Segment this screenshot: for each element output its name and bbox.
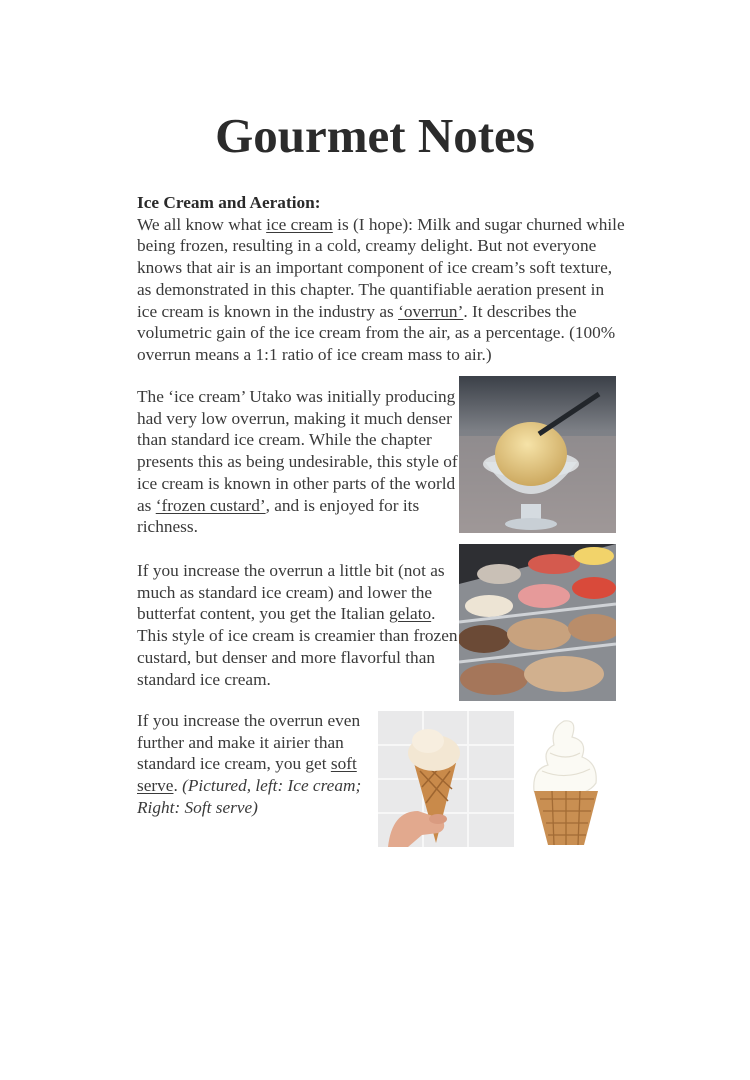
custard-image	[459, 376, 616, 533]
gelato-paragraph	[137, 560, 459, 690]
gelato-text-1: If you increase the overrun a little bit (not as much as standard ice cream) and lower the butterfat content, you get the Italian	[137, 561, 445, 624]
gelato-image	[459, 544, 616, 701]
ice-cream-link[interactable]: ice cream	[266, 214, 333, 234]
intro-text-1: We all know what	[137, 214, 267, 234]
image-caption: (Pictured, left: Ice cream; Right: Soft serve)	[137, 776, 362, 817]
intro-text-3: . It describes the volumetric gain of the ice cream from the air, as a percentage. (100% overrun means a 1:1 ratio of ice cream mass to air.)	[137, 301, 616, 364]
page-title: Gourmet Notes	[215, 108, 535, 163]
gelato-photo	[459, 544, 616, 701]
soft-serve-link[interactable]: soft serve	[137, 754, 357, 796]
softserve-text-1: If you increase the overrun even further and make it airier than standard ice cream, you get	[137, 711, 361, 774]
ice-cream-cone-photo	[378, 711, 514, 847]
gelato-link[interactable]: gelato	[388, 604, 432, 624]
frozen-custard-link[interactable]: ‘frozen custard’	[155, 495, 266, 515]
intro-text-2: is (I hope): Milk and sugar churned while being frozen, resulting in a cold, creamy delight. But not everyone knows that air is an important component of ice cream’s soft texture, as demonstrated in this chapter. The quantifiable aeration present in ice cream is known in the industry as	[137, 214, 625, 321]
custard-photo	[459, 376, 616, 533]
softserve-text-2: .	[173, 776, 183, 796]
overrun-link[interactable]: ‘overrun’	[398, 301, 464, 321]
custard-text-1: The ‘ice cream’ Utako was initially producing had very low overrun, making it much denser than standard ice cream. While the chapter presents this as being undesirable, this style of ice cream is known in other parts of the world as	[137, 387, 458, 515]
ice-cream-cone-image	[378, 711, 514, 847]
intro-paragraph	[137, 192, 627, 366]
soft-serve-image	[528, 711, 604, 847]
softserve-paragraph	[137, 710, 369, 819]
soft-serve-photo	[528, 711, 604, 847]
section-heading: Ice Cream and Aeration:	[137, 193, 321, 212]
gelato-text-2: . This style of ice cream is creamier than frozen custard, but denser and more flavorful than standard ice cream.	[137, 604, 458, 689]
custard-paragraph	[137, 386, 459, 538]
custard-text-2: , and is enjoyed for its richness.	[137, 495, 420, 537]
